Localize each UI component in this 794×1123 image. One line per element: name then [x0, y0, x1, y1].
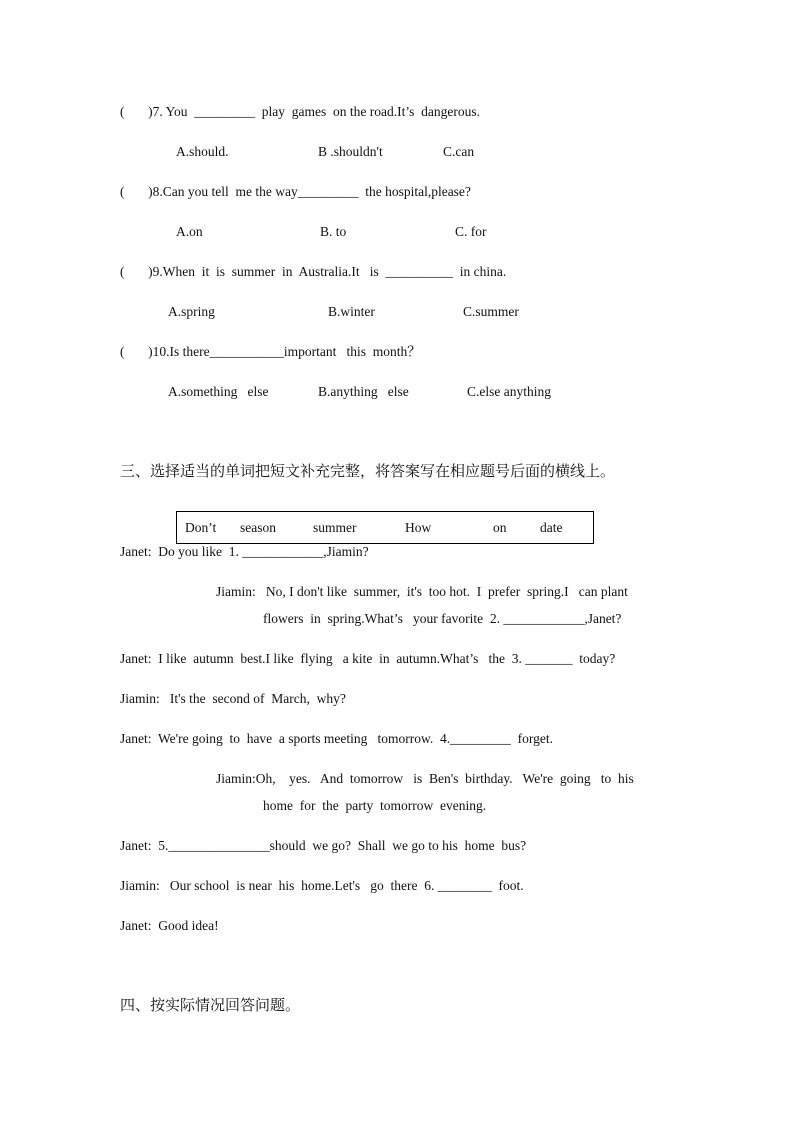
word-bank-item: Don’t [185, 520, 217, 535]
dialogue-line: Janet: Good idea! [120, 918, 219, 933]
question-9-option-a: A.spring [168, 304, 215, 319]
question-8-option-a: A.on [176, 224, 203, 239]
question-9-option-c: C.summer [463, 304, 519, 319]
section-3-heading: 三、选择适当的单词把短文补充完整，将答案写在相应题号后面的横线上。 [120, 462, 616, 480]
dialogue-line: Jiamin: No, I don't like summer, it's too hot. I prefer spring.I can plant [216, 584, 628, 599]
dialogue-line: home for the party tomorrow evening. [263, 798, 487, 813]
question-10-option-b: B.anything else [318, 384, 409, 399]
word-bank-box [176, 511, 594, 544]
question-9-stem: ( )9.When it is summer in Australia.It is __________ in china. [120, 264, 507, 279]
question-10-stem: ( )10.Is there___________important this month？ [120, 344, 421, 359]
word-bank-item: date [540, 520, 563, 535]
question-8-option-b: B. to [320, 224, 347, 239]
dialogue-line: Jiamin: Our school is near his home.Let's go there 6. ________ foot. [120, 878, 524, 893]
section-4-heading: 四、按实际情况回答问题。 [120, 996, 301, 1014]
question-9-option-b: B.winter [328, 304, 375, 319]
dialogue-line: Jiamin: It's the second of March, why? [120, 691, 346, 706]
question-8-option-c: C. for [455, 224, 487, 239]
word-bank-item: summer [313, 520, 357, 535]
question-7-option-a: A.should. [176, 144, 229, 159]
question-10-option-c: C.else anything [467, 384, 551, 399]
word-bank-item: on [493, 520, 507, 535]
dialogue-line: Janet: We're going to have a sports meeting tomorrow. 4._________ forget. [120, 731, 554, 746]
question-10-option-a: A.something else [168, 384, 269, 399]
word-bank-item: How [405, 520, 432, 535]
dialogue-line: Janet: Do you like 1. ____________,Jiamin? [120, 544, 369, 559]
question-7-option-c: C.can [443, 144, 475, 159]
word-bank-item: season [240, 520, 276, 535]
question-7-stem: ( )7. You _________ play games on the road.It’s dangerous. [120, 104, 480, 119]
dialogue-line: Janet: I like autumn best.I like flying a kite in autumn.What’s the 3. _______ today? [120, 651, 616, 666]
dialogue-line: flowers in spring.What’s your favorite 2. ____________,Janet? [263, 611, 622, 626]
dialogue-line: Jiamin:Oh, yes. And tomorrow is Ben's birthday. We're going to his [216, 771, 634, 786]
question-7-option-b: B .shouldn't [318, 144, 383, 159]
question-8-stem: ( )8.Can you tell me the way_________ the hospital,please? [120, 184, 471, 199]
dialogue-line: Janet: 5._______________should we go? Shall we go to his home bus? [120, 838, 527, 853]
